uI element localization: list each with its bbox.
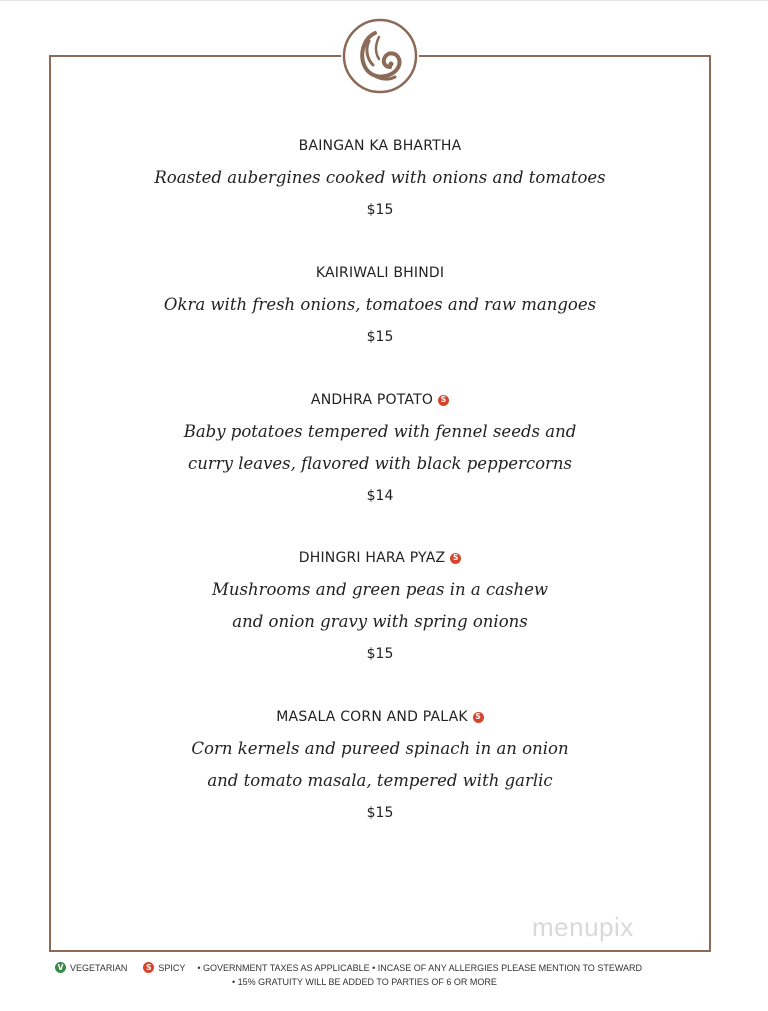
item-name: KAIRIWALI BHINDI xyxy=(315,265,445,281)
menu-item xyxy=(49,263,711,347)
menu-item xyxy=(49,548,711,664)
item-description-line: and onion gravy with spring onions xyxy=(232,612,528,631)
spicy-label: SPICY xyxy=(158,962,186,973)
item-name-row xyxy=(49,548,711,568)
item-description xyxy=(49,574,711,638)
menu-item xyxy=(49,136,711,220)
menu-item xyxy=(49,707,711,823)
footer-note-taxes: • GOVERNMENT TAXES AS APPLICABLE • INCASE OF ANY ALLERGIES PLEASE MENTION TO STEWARD xyxy=(197,962,642,973)
item-description xyxy=(49,289,711,321)
item-description-line: and tomato masala, tempered with garlic xyxy=(207,771,553,790)
legend-spicy xyxy=(143,962,185,973)
vegetarian-label: VEGETARIAN xyxy=(70,962,128,973)
footer-legend-row xyxy=(55,962,642,973)
item-name: DHINGRI HARA PYAZ xyxy=(298,550,446,566)
restaurant-logo xyxy=(341,17,419,95)
item-price: $15 xyxy=(366,202,394,218)
item-name-row xyxy=(49,390,711,410)
item-description xyxy=(49,162,711,194)
item-name-row xyxy=(49,263,711,283)
spicy-icon: S xyxy=(143,962,154,973)
vegetarian-icon: V xyxy=(55,962,66,973)
item-name-row xyxy=(49,136,711,156)
peacock-logo-icon xyxy=(341,17,419,95)
spicy-icon: S xyxy=(450,553,461,564)
footer-note-gratuity: • 15% GRATUITY WILL BE ADDED TO PARTIES OF 6 OR MORE xyxy=(232,977,497,987)
top-divider xyxy=(0,0,768,1)
item-description-line: Baby potatoes tempered with fennel seeds and xyxy=(183,422,577,441)
item-description-line: Okra with fresh onions, tomatoes and raw mangoes xyxy=(163,295,597,314)
item-name: ANDHRA POTATO xyxy=(310,392,434,408)
item-price: $14 xyxy=(366,488,394,504)
item-price: $15 xyxy=(366,805,394,821)
watermark-logo: menupix xyxy=(532,912,634,942)
item-description-line: Roasted aubergines cooked with onions and tomatoes xyxy=(154,168,606,187)
spicy-icon: S xyxy=(473,712,484,723)
item-description xyxy=(49,733,711,797)
item-price: $15 xyxy=(366,646,394,662)
menu-item xyxy=(49,390,711,506)
item-description-line: Mushrooms and green peas in a cashew xyxy=(211,580,549,599)
item-name-row xyxy=(49,707,711,727)
item-description-line: curry leaves, flavored with black peppercorns xyxy=(187,454,572,473)
item-description-line: Corn kernels and pureed spinach in an onion xyxy=(191,739,569,758)
item-name: MASALA CORN AND PALAK xyxy=(276,709,468,725)
item-description xyxy=(49,416,711,480)
item-price: $15 xyxy=(366,329,394,345)
legend-vegetarian xyxy=(55,962,127,973)
spicy-icon: S xyxy=(438,395,449,406)
item-name: BAINGAN KA BHARTHA xyxy=(298,138,462,154)
